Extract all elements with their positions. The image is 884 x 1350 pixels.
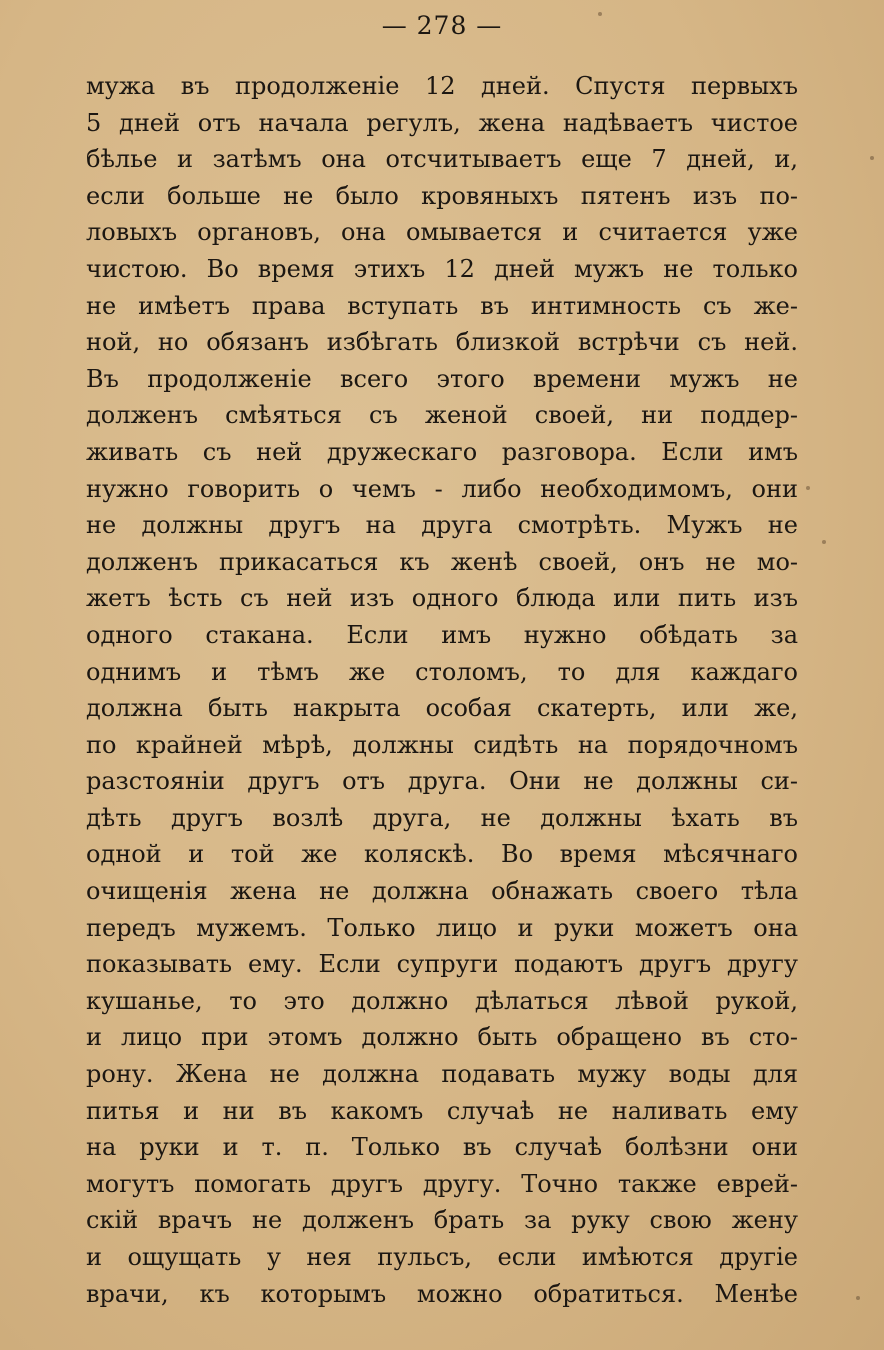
text-line: чистою. Во время этихъ 12 дней мужъ не только	[86, 254, 798, 283]
text-line: скій врачъ не долженъ брать за руку свою жену	[86, 1206, 798, 1235]
text-line: врачи, къ которымъ можно обратиться. Менѣе	[86, 1279, 798, 1308]
text-line: Въ продолженіе всего этого времени мужъ не	[86, 364, 798, 393]
page-text	[86, 68, 798, 1312]
text-line: разстояніи другъ отъ друга. Они не должны си-	[86, 767, 798, 796]
text-line: жетъ ѣсть съ ней изъ одного блюда или пить изъ	[86, 584, 798, 613]
text-line: 5 дней отъ начала регулъ, жена надѣваетъ чистое	[86, 108, 798, 137]
text-line: одной и той же коляскѣ. Во время мѣсячнаго	[86, 840, 798, 869]
text-line: ной, но обязанъ избѣгать близкой встрѣчи съ ней.	[86, 328, 798, 357]
text-line: мужа въ продолженіе 12 дней. Спустя первыхъ	[86, 72, 798, 100]
page-number: — 278 —	[381, 11, 503, 40]
text-line: показывать ему. Если супруги подаютъ другъ другу	[86, 950, 798, 979]
text-line: и лицо при этомъ должно быть обращено въ сто-	[86, 1023, 798, 1052]
text-line: по крайней мѣрѣ, должны сидѣть на порядочномъ	[86, 730, 798, 759]
text-line: нужно говорить о чемъ - либо необходимомъ, они	[86, 474, 798, 503]
text-line: кушанье, то это должно дѣлаться лѣвой рукой,	[86, 986, 798, 1015]
paper-speck	[806, 486, 810, 490]
text-line: долженъ прикасаться къ женѣ своей, онъ не мо-	[86, 547, 798, 576]
text-line: бѣлье и затѣмъ она отсчитываетъ еще 7 дней, и,	[86, 145, 798, 174]
paper-speck	[822, 540, 826, 544]
paper-speck	[856, 1296, 860, 1300]
text-line: очищенія жена не должна обнажать своего тѣла	[86, 877, 798, 906]
text-line: не имѣетъ права вступать въ интимность съ же-	[86, 291, 798, 320]
text-line: и ощущать у нея пульсъ, если имѣются другіе	[86, 1243, 798, 1271]
text-line: должна быть накрыта особая скатерть, или же,	[86, 694, 798, 723]
text-line: передъ мужемъ. Только лицо и руки можетъ она	[86, 913, 798, 942]
text-line: на руки и т. п. Только въ случаѣ болѣзни они	[86, 1133, 798, 1162]
text-line: могутъ помогать другъ другу. Точно также еврей-	[86, 1169, 798, 1198]
text-line: не должны другъ на друга смотрѣть. Мужъ не	[86, 511, 798, 540]
paper-speck	[870, 156, 874, 160]
text-line: долженъ смѣяться съ женой своей, ни поддер-	[86, 401, 798, 430]
text-line: однимъ и тѣмъ же столомъ, то для каждаго	[86, 657, 798, 686]
text-line: живать съ ней дружескаго разговора. Если имъ	[86, 437, 798, 466]
text-line: питья и ни въ какомъ случаѣ не наливать ему	[86, 1096, 798, 1125]
text-line: рону. Жена не должна подавать мужу воды для	[86, 1060, 798, 1089]
text-line: дѣть другъ возлѣ друга, не должны ѣхать въ	[86, 803, 798, 832]
text-line: ловыхъ органовъ, она омывается и считается уже	[86, 218, 798, 247]
paper-speck	[598, 12, 602, 16]
text-line: если больше не было кровяныхъ пятенъ изъ по-	[86, 181, 798, 210]
text-line: одного стакана. Если имъ нужно обѣдать за	[86, 620, 798, 649]
